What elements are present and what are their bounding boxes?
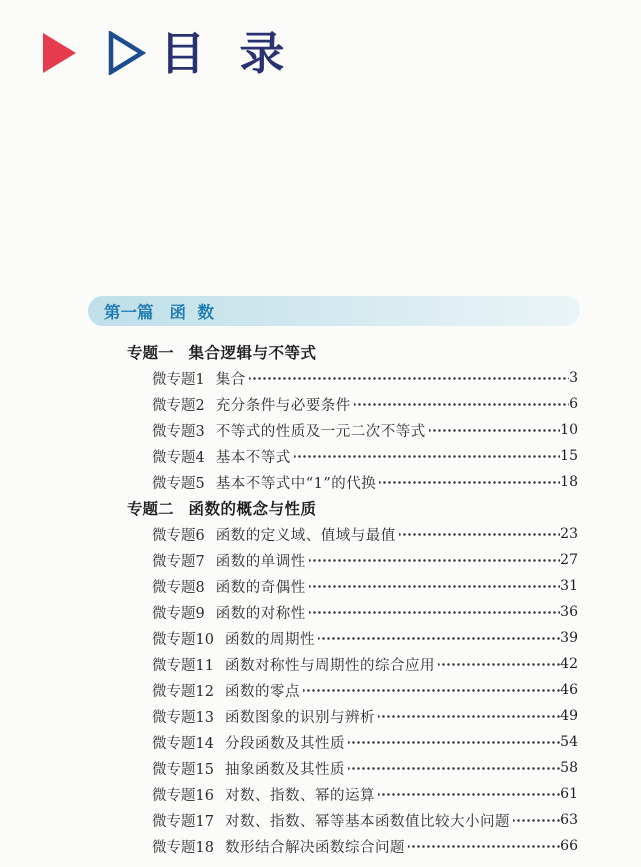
page-number: 3 xyxy=(569,370,578,386)
toc-item-6 xyxy=(0,521,641,547)
part-banner-name: 函 数 xyxy=(169,303,214,322)
toc-item-10 xyxy=(0,625,641,651)
dot-leader xyxy=(348,729,560,755)
item-title: 函数的对称性 xyxy=(215,605,306,622)
page-number: 10 xyxy=(560,422,578,438)
blue-outline-triangle-icon xyxy=(108,31,146,75)
item-title: 函数的单调性 xyxy=(215,553,306,570)
page-number: 39 xyxy=(560,630,578,646)
item-title: 对数、指数、幂的运算 xyxy=(224,787,375,804)
topic-title: 函数的概念与性质 xyxy=(188,499,317,518)
item-title: 对数、指数、幂等基本函数值比较大小问题 xyxy=(224,813,510,830)
toc-item-2 xyxy=(0,391,641,417)
item-title: 数形结合解决函数综合问题 xyxy=(224,839,405,856)
dot-leader xyxy=(309,547,560,573)
dot-leader xyxy=(318,625,560,651)
item-title: 基本不等式中“1”的代换 xyxy=(215,475,377,492)
item-label: 微专题11 xyxy=(152,657,214,674)
topic-label: 专题二 xyxy=(127,499,174,518)
toc-topic-1 xyxy=(0,339,641,365)
item-label: 微专题10 xyxy=(152,631,214,648)
dot-leader xyxy=(348,755,560,781)
page-number: 31 xyxy=(560,578,578,594)
item-label: 微专题8 xyxy=(152,579,205,596)
item-label: 微专题13 xyxy=(152,709,214,726)
page-number: 61 xyxy=(560,786,578,802)
dot-leader xyxy=(379,469,560,495)
dot-leader xyxy=(378,781,560,807)
item-title: 函数的奇偶性 xyxy=(215,579,306,596)
topic-title: 集合逻辑与不等式 xyxy=(188,343,317,362)
item-label: 微专题6 xyxy=(152,527,205,544)
dot-leader xyxy=(309,573,560,599)
toc-header xyxy=(43,28,285,78)
item-label: 微专题2 xyxy=(152,397,205,414)
toc-item-8 xyxy=(0,573,641,599)
item-label: 微专题14 xyxy=(152,735,214,752)
toc-item-9 xyxy=(0,599,641,625)
part-banner-label: 第一篇 xyxy=(104,303,154,322)
part-banner xyxy=(88,296,580,326)
red-triangle-icon xyxy=(43,33,76,73)
page-number: 27 xyxy=(560,552,578,568)
toc-item-14 xyxy=(0,729,641,755)
toc-item-3 xyxy=(0,417,641,443)
dot-leader xyxy=(438,651,560,677)
item-title: 基本不等式 xyxy=(215,449,291,466)
page-number: 36 xyxy=(560,604,578,620)
toc-topic-2 xyxy=(0,495,641,521)
page-number: 18 xyxy=(560,474,578,490)
toc-item-15 xyxy=(0,755,641,781)
item-label: 微专题3 xyxy=(152,423,205,440)
item-label: 微专题1 xyxy=(152,371,205,388)
page-number: 15 xyxy=(560,448,578,464)
page-number: 6 xyxy=(569,396,578,412)
item-label: 微专题5 xyxy=(152,475,205,492)
toc-list xyxy=(0,339,641,859)
item-title: 集合 xyxy=(215,371,246,388)
item-title: 函数的周期性 xyxy=(224,631,315,648)
dot-leader xyxy=(294,443,560,469)
toc-item-13 xyxy=(0,703,641,729)
item-label: 微专题4 xyxy=(152,449,205,466)
page-number: 54 xyxy=(560,734,578,750)
page-title: 目 录 xyxy=(160,26,286,80)
item-title: 分段函数及其性质 xyxy=(224,735,345,752)
page-number: 58 xyxy=(560,760,578,776)
dot-leader xyxy=(513,807,560,833)
toc-item-11 xyxy=(0,651,641,677)
item-title: 函数的零点 xyxy=(224,683,300,700)
dot-leader xyxy=(249,365,569,391)
page-number: 66 xyxy=(560,838,578,854)
item-label: 微专题7 xyxy=(152,553,205,570)
item-title: 抽象函数及其性质 xyxy=(224,761,345,778)
dot-leader xyxy=(429,417,560,443)
toc-item-5 xyxy=(0,469,641,495)
dot-leader xyxy=(378,703,560,729)
toc-item-1 xyxy=(0,365,641,391)
dot-leader xyxy=(309,599,560,625)
item-label: 微专题9 xyxy=(152,605,205,622)
dot-leader xyxy=(303,677,560,703)
toc-item-7 xyxy=(0,547,641,573)
page-number: 49 xyxy=(560,708,578,724)
item-title: 不等式的性质及一元二次不等式 xyxy=(215,423,426,440)
dot-leader xyxy=(399,521,560,547)
dot-leader xyxy=(354,391,569,417)
dot-leader xyxy=(408,833,560,859)
toc-item-17 xyxy=(0,807,641,833)
page-number: 23 xyxy=(560,526,578,542)
item-label: 微专题12 xyxy=(152,683,214,700)
page-number: 46 xyxy=(560,682,578,698)
item-label: 微专题17 xyxy=(152,813,214,830)
item-label: 微专题16 xyxy=(152,787,214,804)
toc-item-18 xyxy=(0,833,641,859)
item-title: 函数的定义域、值域与最值 xyxy=(215,527,396,544)
item-title: 函数图象的识别与辨析 xyxy=(224,709,375,726)
toc-item-12 xyxy=(0,677,641,703)
item-title: 充分条件与必要条件 xyxy=(215,397,351,414)
item-label: 微专题18 xyxy=(152,839,214,856)
topic-label: 专题一 xyxy=(127,343,174,362)
toc-item-16 xyxy=(0,781,641,807)
item-label: 微专题15 xyxy=(152,761,214,778)
page-number: 63 xyxy=(560,812,578,828)
toc-item-4 xyxy=(0,443,641,469)
item-title: 函数对称性与周期性的综合应用 xyxy=(224,657,435,674)
page-number: 42 xyxy=(560,656,578,672)
